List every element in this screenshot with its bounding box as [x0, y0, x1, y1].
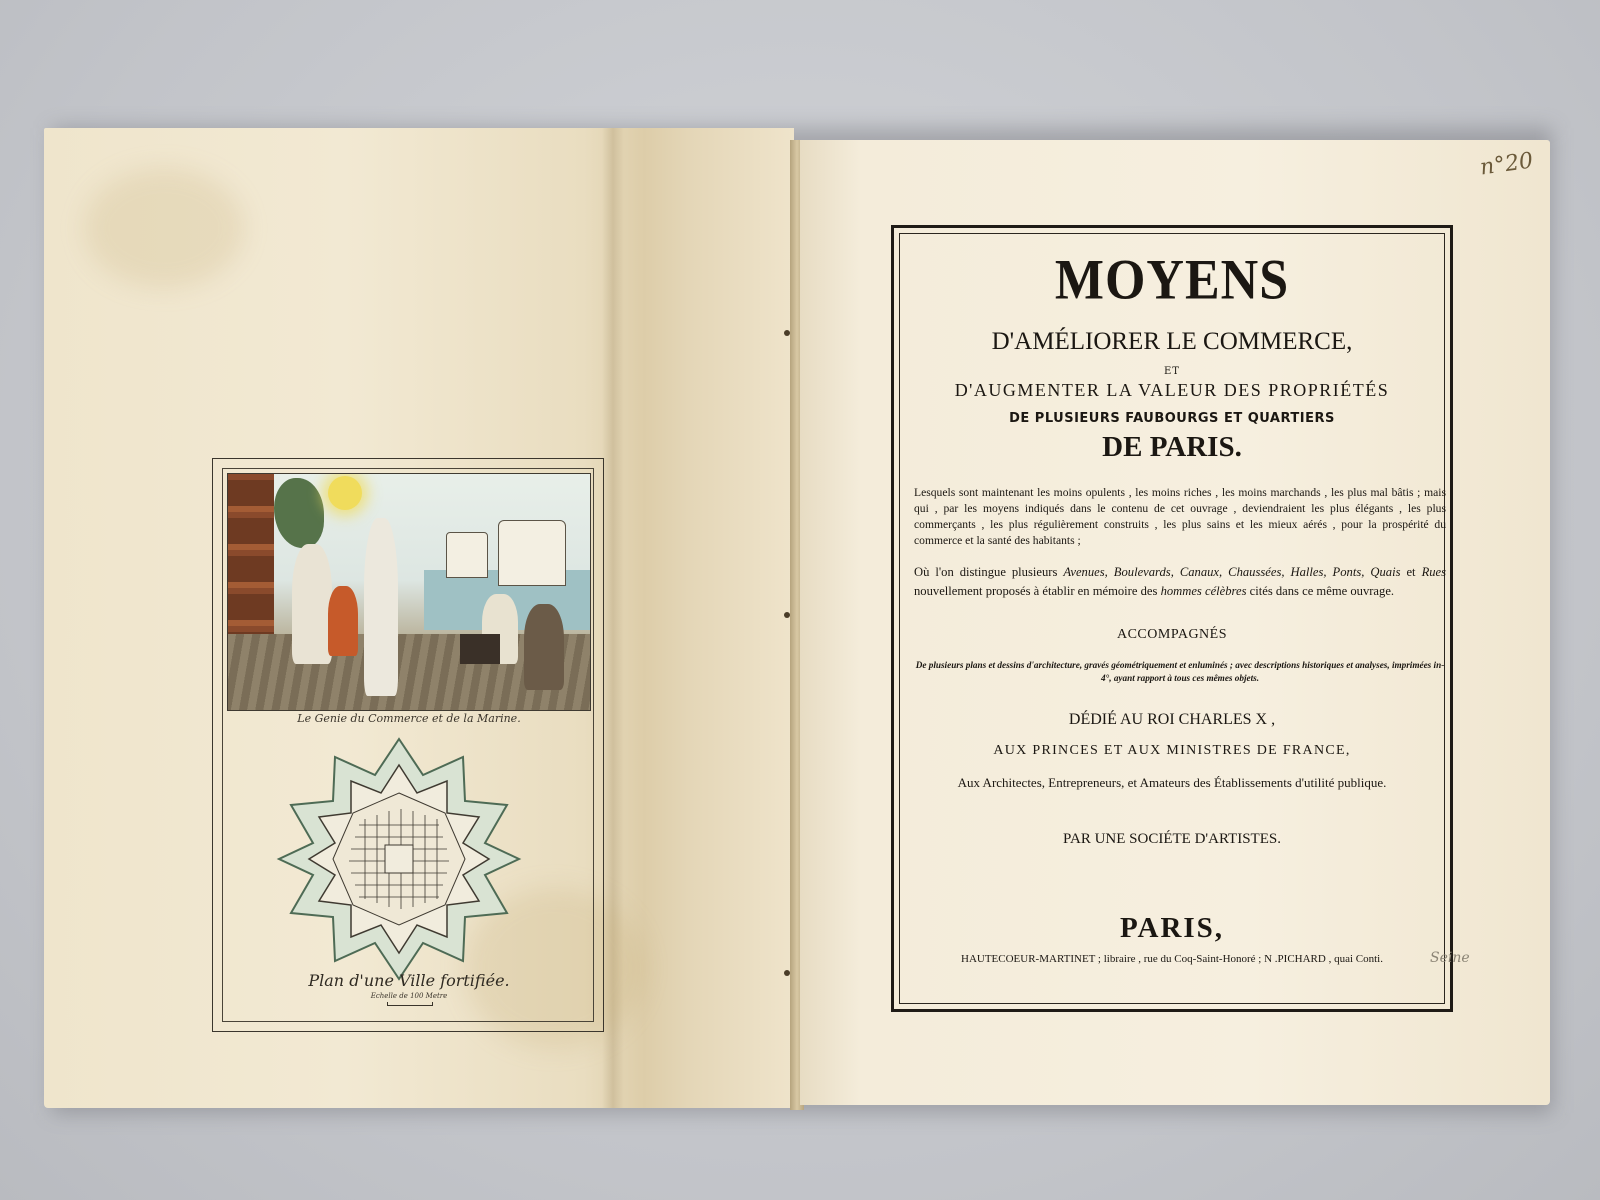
subtitle-commerce: D'AMÉLIORER LE COMMERCE,: [991, 328, 1353, 355]
paper-stain: [84, 168, 244, 288]
seated-figure: [292, 544, 332, 664]
plans-paragraph: De plusieurs plans et dessins d'architecture, gravés géométriquement et enluminés ; avec descriptions historiques et analyses, imprimées in-4°, ayant rapport à tous ces mêmes objets.: [915, 660, 1445, 683]
term: Chaussées,: [1228, 565, 1285, 579]
term: Ponts,: [1332, 565, 1365, 579]
subtitle-faubourgs: DE PLUSIEURS FAUBOURGS ET QUARTIERS: [1009, 411, 1335, 426]
ship: [446, 532, 488, 578]
term: Halles,: [1290, 565, 1327, 579]
title-page-frame: [891, 225, 1453, 1012]
dedication: DÉDIÉ AU ROI CHARLES X ,: [1068, 711, 1276, 728]
term: hommes célèbres: [1160, 583, 1247, 598]
imprint-place: PARIS,: [1119, 912, 1225, 944]
term: Quais: [1370, 565, 1401, 579]
tree: [274, 478, 324, 548]
chest: [460, 634, 500, 664]
engraved-plate: [212, 458, 604, 1032]
avenues-paragraph: [914, 563, 1446, 600]
fortified-city-plan: [275, 735, 523, 983]
main-title: MOYENS: [1054, 249, 1290, 312]
subtitle-proprietes: D'AUGMENTER LA VALEUR DES PROPRIÉTÉS: [954, 380, 1390, 400]
dedication-princes: AUX PRINCES ET AUX MINISTRES DE FRANCE,: [993, 743, 1351, 758]
paragraph-text: et: [1406, 565, 1416, 579]
binding-hole: [784, 330, 790, 336]
term: Boulevards,: [1113, 565, 1174, 579]
right-page: [800, 140, 1550, 1105]
description-paragraph: Lesquels sont maintenant les moins opulents , les moins riches , les moins marchands , les plus mal bâtis ; mais qui , par les moyens indiqués dans le contenu de cet ouvrage , deviendraient les plus élégants , les plus commerçants , les plus régulièrement construits , les plus sains et les mieux aérés , pour la prospérité du commerce et la santé des habitants ;: [914, 486, 1446, 547]
pencil-note: Seine: [1430, 950, 1470, 966]
accompagnes-heading: ACCOMPAGNÉS: [1116, 627, 1227, 642]
author-line: PAR UNE SOCIÉTE D'ARTISTES.: [1063, 831, 1281, 847]
plan-caption: Plan d'une Ville fortifiée.: [308, 971, 510, 990]
sun: [328, 476, 362, 510]
scale-label: Echelle de 100 Metre: [370, 992, 448, 1000]
paragraph-text: cités dans ce même ouvrage.: [1249, 583, 1395, 598]
engraving-caption: Le Genie du Commerce et de la Marine.: [297, 712, 521, 725]
kneeling-figure: [524, 604, 564, 690]
standing-figure: [364, 518, 398, 696]
chair: [328, 586, 358, 656]
binding-hole: [784, 612, 790, 618]
handwritten-inscription: n°20: [1478, 148, 1535, 181]
paragraph-text: Où l'on distingue plusieurs: [914, 565, 1058, 579]
ship: [498, 520, 566, 586]
paragraph-text: nouvellement proposés à établir en mémoire des: [914, 583, 1158, 598]
publisher-line: HAUTECOEUR-MARTINET ; libraire , rue du Coq-Saint-Honoré ; N .PICHARD , quai Conti.: [961, 953, 1383, 965]
conjunction: ET: [1164, 366, 1180, 377]
commerce-engraving: [227, 473, 591, 711]
left-page: [44, 128, 794, 1108]
scale-bar: [387, 1002, 433, 1006]
title-page-inner-border: [899, 233, 1445, 1004]
binding-hole: [784, 970, 790, 976]
dedication-architects: Aux Architectes, Entrepreneurs, et Amateurs des Établissements d'utilité publique.: [957, 775, 1387, 790]
term: Canaux,: [1179, 565, 1223, 579]
subtitle-paris: DE PARIS.: [1102, 431, 1242, 463]
term: Rues: [1421, 565, 1447, 579]
term: Avenues,: [1063, 565, 1108, 579]
